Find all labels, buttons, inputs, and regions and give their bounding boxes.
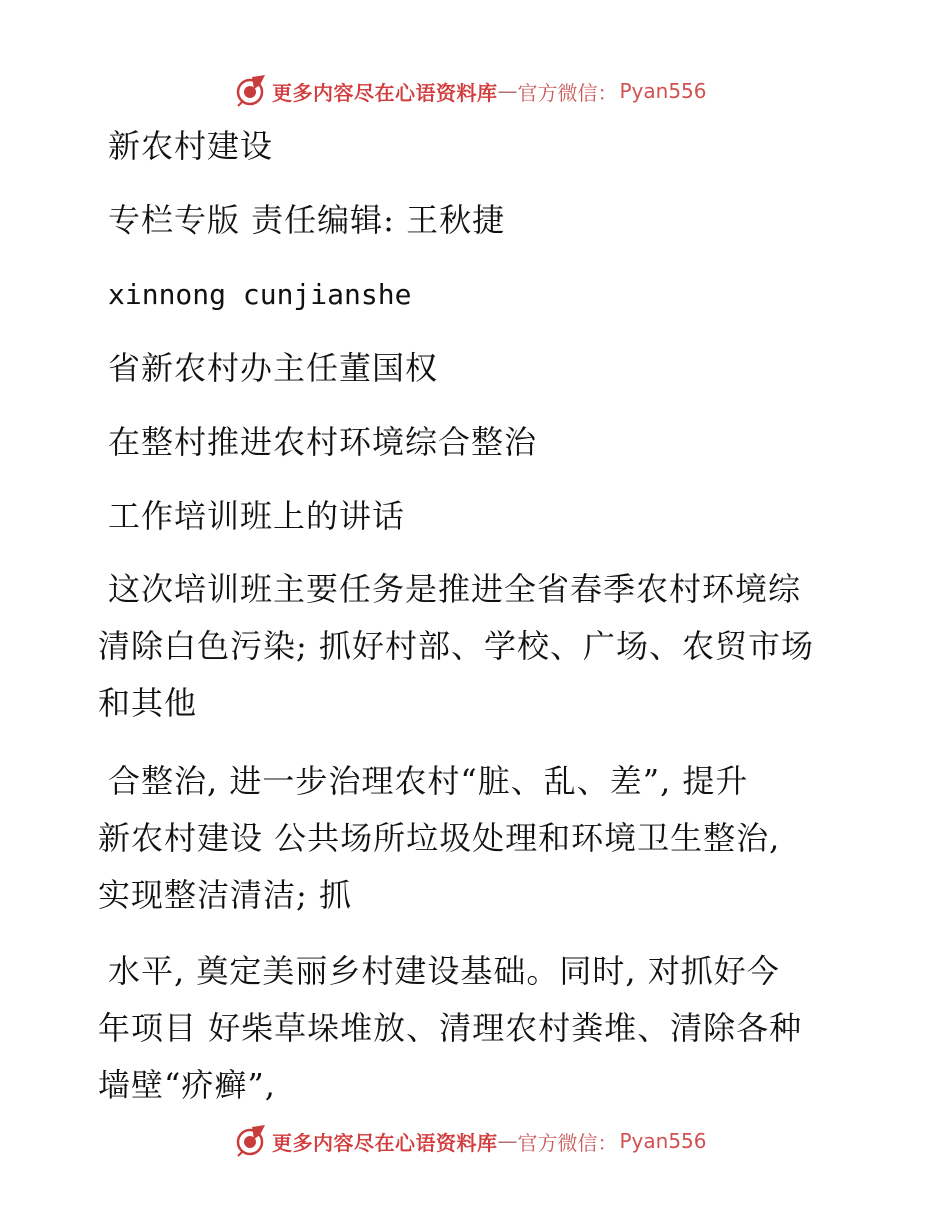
watermark-wechat-label: 官方微信： [517, 80, 618, 105]
watermark-wechat-id: Pyan556 [619, 1129, 707, 1153]
paragraph-line: 实现整洁清洁; 抓 [98, 876, 352, 914]
speech-title-line-1: 在整村推进农村环境综合整治 [108, 423, 538, 461]
watermark-dash: — [497, 79, 518, 103]
watermark-brand: 更多内容尽在心语资料库 [272, 1130, 498, 1155]
watermark-dash: — [497, 1129, 518, 1153]
quill-pen-seal-icon [236, 75, 266, 107]
watermark-brand: 更多内容尽在心语资料库 [272, 80, 498, 105]
body-paragraph [98, 753, 858, 924]
editor-line: 专栏专版 责任编辑: 王秋捷 [108, 201, 506, 239]
paragraph-line: 合整治, 进一步治理农村“脏、乱、差”, 提升 [108, 762, 749, 800]
watermark-header [236, 74, 707, 108]
speaker-line: 省新农村办主任董国权 [108, 349, 439, 387]
paragraph-line: 墙壁“疥癣”, [98, 1066, 276, 1104]
paragraph-line: 和其他 [98, 684, 198, 722]
body-paragraph [98, 943, 858, 1114]
pinyin-line: xinnong cunjianshe [108, 278, 412, 311]
paragraph-line: 清除白色污染; 抓好村部、学校、广场、农贸市场 [98, 627, 814, 665]
watermark-footer [236, 1124, 707, 1158]
body-paragraph [98, 561, 858, 732]
column-title: 新农村建设 [108, 127, 274, 165]
paragraph-line: 年项目 好柴草垛堆放、清理农村粪堆、清除各种 [98, 1009, 803, 1047]
watermark-wechat-id: Pyan556 [619, 79, 707, 103]
watermark-wechat-label: 官方微信： [517, 1130, 618, 1155]
paragraph-line: 这次培训班主要任务是推进全省春季农村环境综 [108, 570, 802, 608]
paragraph-line: 新农村建设 公共场所垃圾处理和环境卫生整治, [98, 819, 781, 857]
speech-title-line-2: 工作培训班上的讲话 [108, 497, 406, 535]
quill-pen-seal-icon [236, 1125, 266, 1157]
paragraph-line: 水平, 奠定美丽乡村建设基础。同时, 对抓好今 [108, 952, 780, 990]
